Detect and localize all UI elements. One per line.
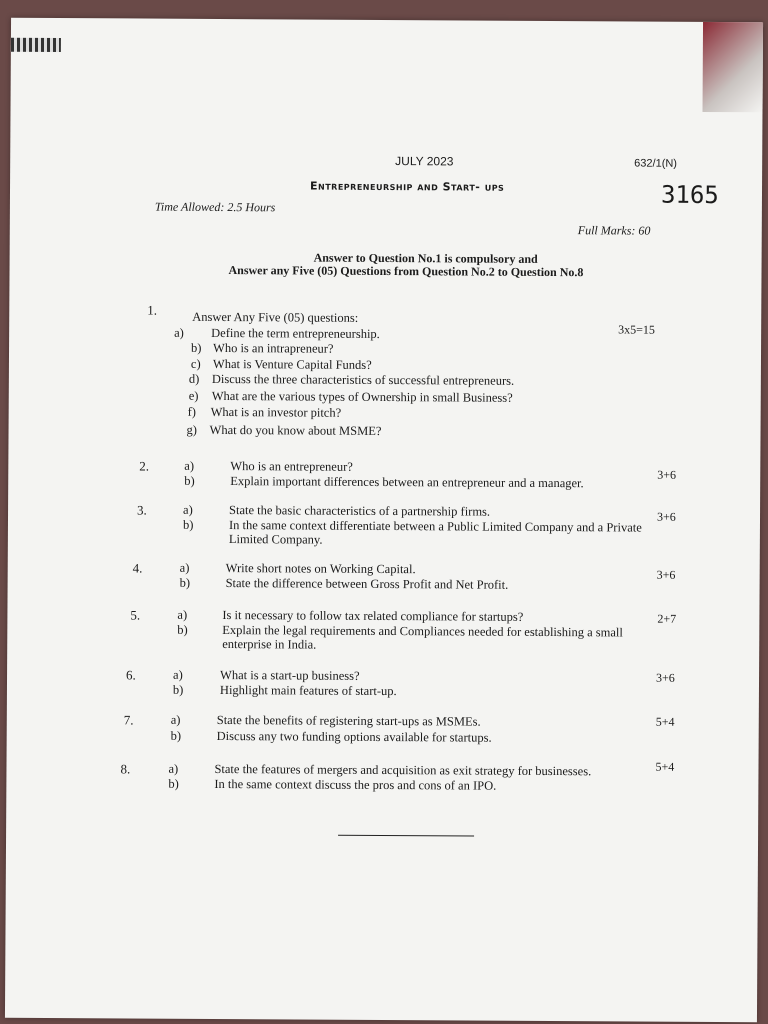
question-number: 4. [132, 560, 143, 576]
subquestion-label: b) [168, 776, 179, 791]
instruction-line-1: Answer to Question No.1 is compulsory and [313, 250, 538, 266]
subquestion-label: b) [172, 682, 184, 697]
question-number: 8. [120, 761, 131, 777]
question-number: 1. [147, 302, 158, 318]
subquestion-label: b) [184, 473, 195, 488]
subquestion-label: b) [179, 575, 191, 590]
subquestion-label: b) [177, 622, 188, 637]
subquestion-label: b) [182, 517, 194, 532]
question-number: 5. [130, 607, 141, 623]
subquestion-text: State the benefits of registering start-ups as MSMEs. [216, 712, 481, 729]
subquestion-text: Highlight main features of start-up. [219, 683, 397, 699]
subquestion-label: a) [184, 458, 195, 473]
question-marks: 3+6 [657, 467, 677, 482]
question-marks: 5+4 [655, 714, 675, 729]
time-allowed: Time Allowed: 2.5 Hours [154, 199, 276, 215]
subquestion-label: b) [191, 340, 202, 355]
subquestion-text: Who is an entrepreneur? [230, 459, 353, 474]
subquestion-text: Explain important differences between an entrepreneur and a manager. [230, 474, 584, 491]
subquestion-label: g) [186, 422, 198, 437]
subquestion-label: f) [187, 404, 197, 419]
subquestion-label: a) [173, 667, 183, 682]
question-marks: 3+6 [656, 567, 676, 582]
subquestion-label: b) [170, 728, 182, 743]
subquestion-text: State the difference between Gross Profit and Net Profit. [225, 576, 509, 592]
question-list [11, 18, 763, 23]
subquestion-label: e) [188, 388, 199, 403]
question-number: 2. [139, 458, 150, 474]
subquestion-text: Discuss any two funding options available for startups. [216, 728, 492, 745]
q1-subquestions [11, 18, 763, 23]
subquestion-label: c) [190, 356, 201, 371]
subquestion-label: a) [168, 761, 179, 776]
background-fabric [702, 22, 763, 112]
subquestion-text: In the same context differentiate between a Public Limited Company and a Private [228, 518, 642, 535]
subquestion-text: What do you know about MSME? [209, 422, 382, 438]
handwritten-number: 3165 [660, 180, 719, 210]
question-marks: 2+7 [657, 611, 677, 626]
subquestion-text: What is a start-up business? [220, 668, 360, 683]
subject-title: Entrepreneurship and Start- ups [309, 179, 505, 194]
subquestion-text-continued: Limited Company. [228, 532, 323, 547]
question-number: 7. [123, 712, 134, 728]
question-marks: 3+6 [656, 509, 676, 524]
subquestion-text: Is it necessary to follow tax related compliance for startups? [222, 608, 524, 624]
subquestion-text: Define the term entrepreneurship. [211, 325, 380, 341]
question-intro: Answer Any Five (05) questions: [192, 309, 359, 325]
question-marks: 3x5=15 [618, 322, 655, 337]
question-marks: 5+4 [655, 759, 675, 774]
subquestion-text: Discuss the three characteristics of successful entrepreneurs. [211, 371, 515, 388]
instruction-line-2: Answer any Five (05) Questions from Question No.2 to Question No.8 [228, 263, 584, 280]
end-rule [338, 835, 474, 837]
subquestion-label: a) [183, 502, 193, 517]
question-number: 3. [137, 502, 147, 518]
subquestion-label: d) [188, 371, 200, 386]
subquestion-text: State the features of mergers and acquisition as exit strategy for businesses. [214, 761, 592, 779]
subquestion-text: Who is an intrapreneur? [213, 340, 334, 356]
exam-month: JULY 2023 [395, 154, 454, 169]
subquestion-text-continued: enterprise in India. [222, 637, 317, 652]
subquestion-text: Explain the legal requirements and Compliances needed for establishing a small [222, 623, 623, 640]
subquestion-text: What is an investor pitch? [210, 404, 342, 420]
exam-paper [5, 18, 763, 1023]
subquestion-text: What are the various types of Ownership in small Business? [211, 388, 513, 405]
question-marks: 3+6 [655, 670, 675, 685]
full-marks: Full Marks: 60 [577, 223, 651, 238]
subquestion-label: a) [179, 560, 190, 575]
subquestion-text: State the basic characteristics of a partnership firms. [229, 503, 491, 519]
subquestion-label: a) [177, 607, 188, 622]
subquestion-text: Write short notes on Working Capital. [225, 561, 416, 577]
subquestion-text: What is Venture Capital Funds? [212, 356, 372, 372]
question-number: 6. [126, 667, 136, 683]
torn-edge [11, 38, 61, 52]
subquestion-label: a) [170, 712, 181, 727]
paper-code: 632/1(N) [634, 157, 678, 170]
subquestion-text: In the same context discuss the pros and cons of an IPO. [214, 776, 497, 793]
subquestion-label: a) [174, 325, 184, 340]
